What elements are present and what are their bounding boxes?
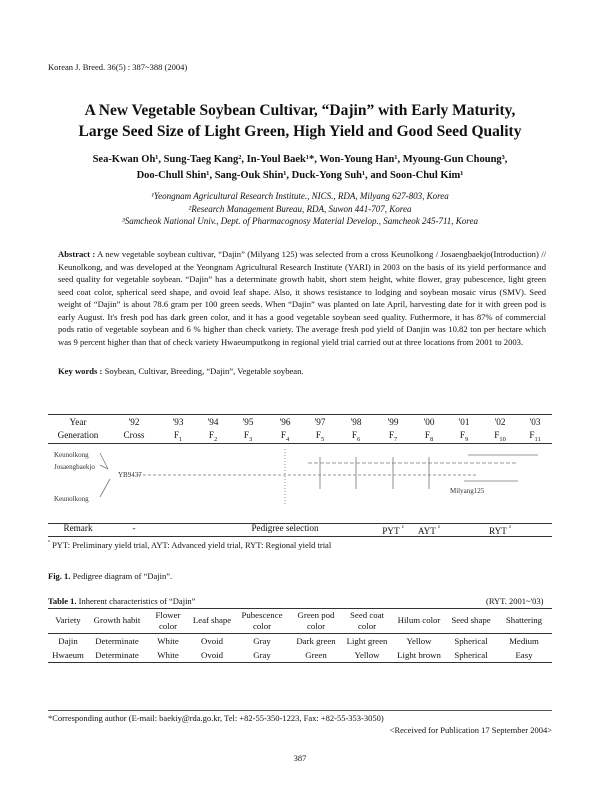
year-cell: '01 <box>458 417 470 427</box>
column-header: Seed shape <box>446 609 496 634</box>
remark-ryt: RYT $^ᶻ$ <box>488 523 512 537</box>
title-line-1: A New Vegetable Soybean Cultivar, “Dajin” with Early Maturity, <box>84 102 516 119</box>
year-cell: '95 <box>242 417 254 427</box>
pedigree-footnote: $^ᶻ$ PYT: Preliminary yield trial, AYT: Advanced yield trial, RYT: Regional yield trial <box>48 538 332 550</box>
authors-line-2: Doo-Chull Shin¹, Sang-Ouk Shin¹, Duck-Yong Suh¹, and Soon-Chul Kim¹ <box>136 170 464 181</box>
year-cell: '97 <box>314 417 326 427</box>
column-header: Pubescence color <box>234 609 290 634</box>
characteristics-table <box>48 608 552 663</box>
remark-pyt: PYT $^ᶻ$ <box>382 523 404 537</box>
pedigree-lines <box>48 445 552 523</box>
year-cell: '02 <box>494 417 506 427</box>
table-cell: Hwaeum <box>48 648 88 663</box>
table-cell: Gray <box>253 636 271 646</box>
table-cell: Yellow <box>406 636 432 646</box>
year-cell: '03 <box>529 417 541 427</box>
page-number: 387 <box>293 753 307 763</box>
affiliation-3: ³Samcheok National Univ., Dept. of Pharmacognosy Material Develop., Samcheok 245-711, Korea <box>122 216 478 226</box>
table-row <box>48 634 552 649</box>
abstract-text: A new vegetable soybean cultivar, “Dajin” (Milyang 125) was selected from a cross Keunolkong / Josaengbaekjo(Introduction) // Keunolkong, and was developed at the Yeongnam Agricultural Research Institute (YARI) in 2003 on the basis of its yield performance and seed quality for vegetable soybean. “Dajin” has a determinate growth habit, short stem height, white flower, gray pubescence, light green seed coat color, spherical seed shape, and ovoid leaf shape. Also, it shows resistance to lodging and soybean mosaic virus (SMV). Seed weight of “Dajin” is about 78.6 gram per 100 green seeds. When “Dajin” was planted on late April, harvesting date for it with green pod is early August. It's fresh pod has dark green color, and it has a good vegetable soybean seed quality. Futhermore, it has 87% of commercial pods ratio of vegetable soybean and 6 % higher than check variety. The average fresh pod yield of Danjin was 10.82 ton per hectare which was 9 percent higher than that of check variety Hwaeumputkong in regional yield trial carried out at three locations from 2001 to 2003. <box>58 249 546 347</box>
remark-ayt: AYT $^ᶻ$ <box>417 523 441 537</box>
parent-keunolkong-top: Keunolkong <box>54 451 89 459</box>
generation-cell: $F_{11}$ <box>529 430 541 443</box>
year-cell: '92 <box>128 417 140 427</box>
table-cell: Dark green <box>296 636 336 646</box>
table-cell: Determinate <box>95 636 139 646</box>
generation-cell: $F_5$ <box>315 430 325 443</box>
table-caption <box>48 596 195 606</box>
remark-row <box>48 522 552 537</box>
column-header: Leaf shape <box>190 609 234 634</box>
journal-citation: Korean J. Breed. 36(5) : 387~388 (2004) <box>48 62 188 72</box>
table-cell: White <box>157 636 179 646</box>
remark-label: Remark <box>63 523 93 533</box>
header-rule <box>48 443 552 444</box>
abstract <box>58 248 546 348</box>
generation-cell: Cross <box>123 430 145 440</box>
table-row <box>48 648 552 663</box>
column-header: Green pod color <box>290 609 342 634</box>
table-cell: Determinate <box>88 648 146 663</box>
table-cell: Green <box>290 648 342 663</box>
table-cell: Easy <box>496 648 552 663</box>
table-header-row <box>48 609 552 634</box>
year-label: Year <box>69 417 87 427</box>
remark-dash: - <box>132 523 136 533</box>
footnote-rule <box>48 710 552 711</box>
column-header: Variety <box>48 609 88 634</box>
paper-title <box>30 100 570 142</box>
keywords <box>58 366 546 376</box>
figure-caption <box>48 571 172 581</box>
column-header: Shattering <box>496 609 552 634</box>
column-header: Flower color <box>146 609 190 634</box>
abstract-label: Abstract : <box>58 249 96 259</box>
year-cell: '94 <box>207 417 219 427</box>
parent-keunolkong-bottom: Keunolkong <box>54 495 89 503</box>
generation-cell: $F_9$ <box>459 430 469 443</box>
figure-caption-label: Fig. 1. <box>48 571 71 581</box>
keywords-label: Key words : <box>58 366 103 376</box>
author-list <box>40 152 560 184</box>
table-caption-label: Table 1. <box>48 596 77 606</box>
table-cell: Light brown <box>392 648 446 663</box>
affiliation-2: ²Research Management Bureau, RDA, Suwon 441-707, Korea <box>188 203 412 214</box>
generation-cell: $F_2$ <box>208 430 218 443</box>
received-date: <Received for Publication 17 September 2004> <box>389 725 552 735</box>
figure-caption-text: Pedigree diagram of “Dajin”. <box>72 571 173 581</box>
table-cell: White <box>146 648 190 663</box>
line-milyang125: Milyang125 <box>450 487 485 495</box>
generation-cell: $F_1$ <box>173 430 183 443</box>
table-cell: Spherical <box>454 636 488 646</box>
table-cell: Yellow <box>342 648 392 663</box>
column-header: Seed coat color <box>342 609 392 634</box>
table-cell: Ovoid <box>190 648 234 663</box>
generation-label: Generation <box>57 430 99 440</box>
table-cell: Spherical <box>446 648 496 663</box>
table-caption-text: Inherent characteristics of “Dajin” <box>78 596 196 606</box>
corresponding-author: *Corresponding author (E-mail: baekiy@rda.go.kr, Tel: +82-55-350-1223, Fax: +82-55-353-3050) <box>48 713 384 723</box>
year-cell: '98 <box>350 417 362 427</box>
generation-cell: $F_3$ <box>243 430 253 443</box>
year-cell: '00 <box>423 417 435 427</box>
affiliations <box>40 190 560 228</box>
year-cell: '99 <box>387 417 399 427</box>
pedigree-diagram <box>48 414 552 524</box>
title-line-2: Large Seed Size of Light Green, High Yield and Good Seed Quality <box>78 123 522 140</box>
generation-cell: $F_{10}$ <box>494 430 506 443</box>
remark-pedigree-selection: Pedigree selection <box>251 523 319 533</box>
column-header: Hilum color <box>392 609 446 634</box>
parent-josaengbaekjo: Josaengbaekjo <box>54 463 95 471</box>
table-caption-right: (RYT. 2001~'03) <box>486 596 544 606</box>
generation-cell: $F_8$ <box>424 430 434 443</box>
column-header: Growth habit <box>88 609 146 634</box>
table-cell: Dajin <box>58 636 78 646</box>
cross-id: YB9437 <box>118 471 142 479</box>
table-cell: Gray <box>234 648 290 663</box>
table-cell: Light green <box>346 636 388 646</box>
year-cell: '93 <box>172 417 184 427</box>
affiliation-1: ¹Yeongnam Agricultural Research Institute., NICS., RDA, Milyang 627-803, Korea <box>151 191 449 201</box>
generation-cell: $F_7$ <box>388 430 398 443</box>
generation-cell: $F_4$ <box>280 430 290 443</box>
table-cell: Ovoid <box>201 636 223 646</box>
year-cell: '96 <box>279 417 291 427</box>
table-cell: Medium <box>509 636 539 646</box>
generation-cell: $F_6$ <box>351 430 361 443</box>
keywords-text: Soybean, Cultivar, Breeding, “Dajin”, Vegetable soybean. <box>104 366 304 376</box>
authors-line-1: Sea-Kwan Oh¹, Sung-Taeg Kang², In-Youl Baek¹*, Won-Young Han¹, Myoung-Gun Choung³, <box>92 154 508 165</box>
